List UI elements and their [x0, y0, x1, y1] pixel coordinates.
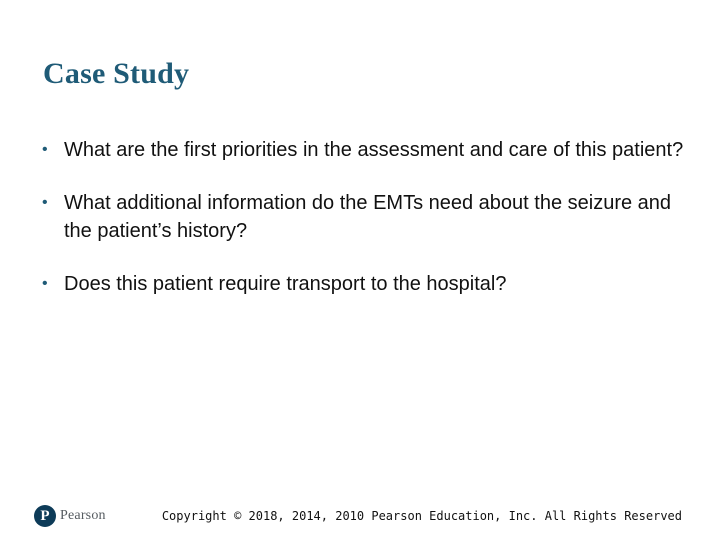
footer [0, 500, 720, 536]
bullet-icon: • [42, 275, 48, 292]
bullet-list [42, 136, 692, 323]
bullet-item [42, 189, 692, 245]
pearson-logo [34, 505, 106, 527]
bullet-icon: • [42, 194, 48, 211]
slide-title: Case Study [43, 57, 190, 90]
pearson-logo-text: Pearson [60, 508, 106, 523]
pearson-logo-icon: P [34, 505, 56, 527]
bullet-icon: • [42, 141, 48, 158]
copyright-notice: Copyright © 2018, 2014, 2010 Pearson Education, Inc. All Rights Reserved [161, 509, 682, 523]
bullet-text: Does this patient require transport to the hospital? [64, 273, 507, 295]
bullet-item [42, 270, 692, 298]
bullet-text: What are the first priorities in the assessment and care of this patient? [64, 139, 684, 161]
bullet-item [42, 136, 692, 164]
bullet-text: What additional information do the EMTs need about the seizure and the patient’s history? [64, 192, 672, 242]
